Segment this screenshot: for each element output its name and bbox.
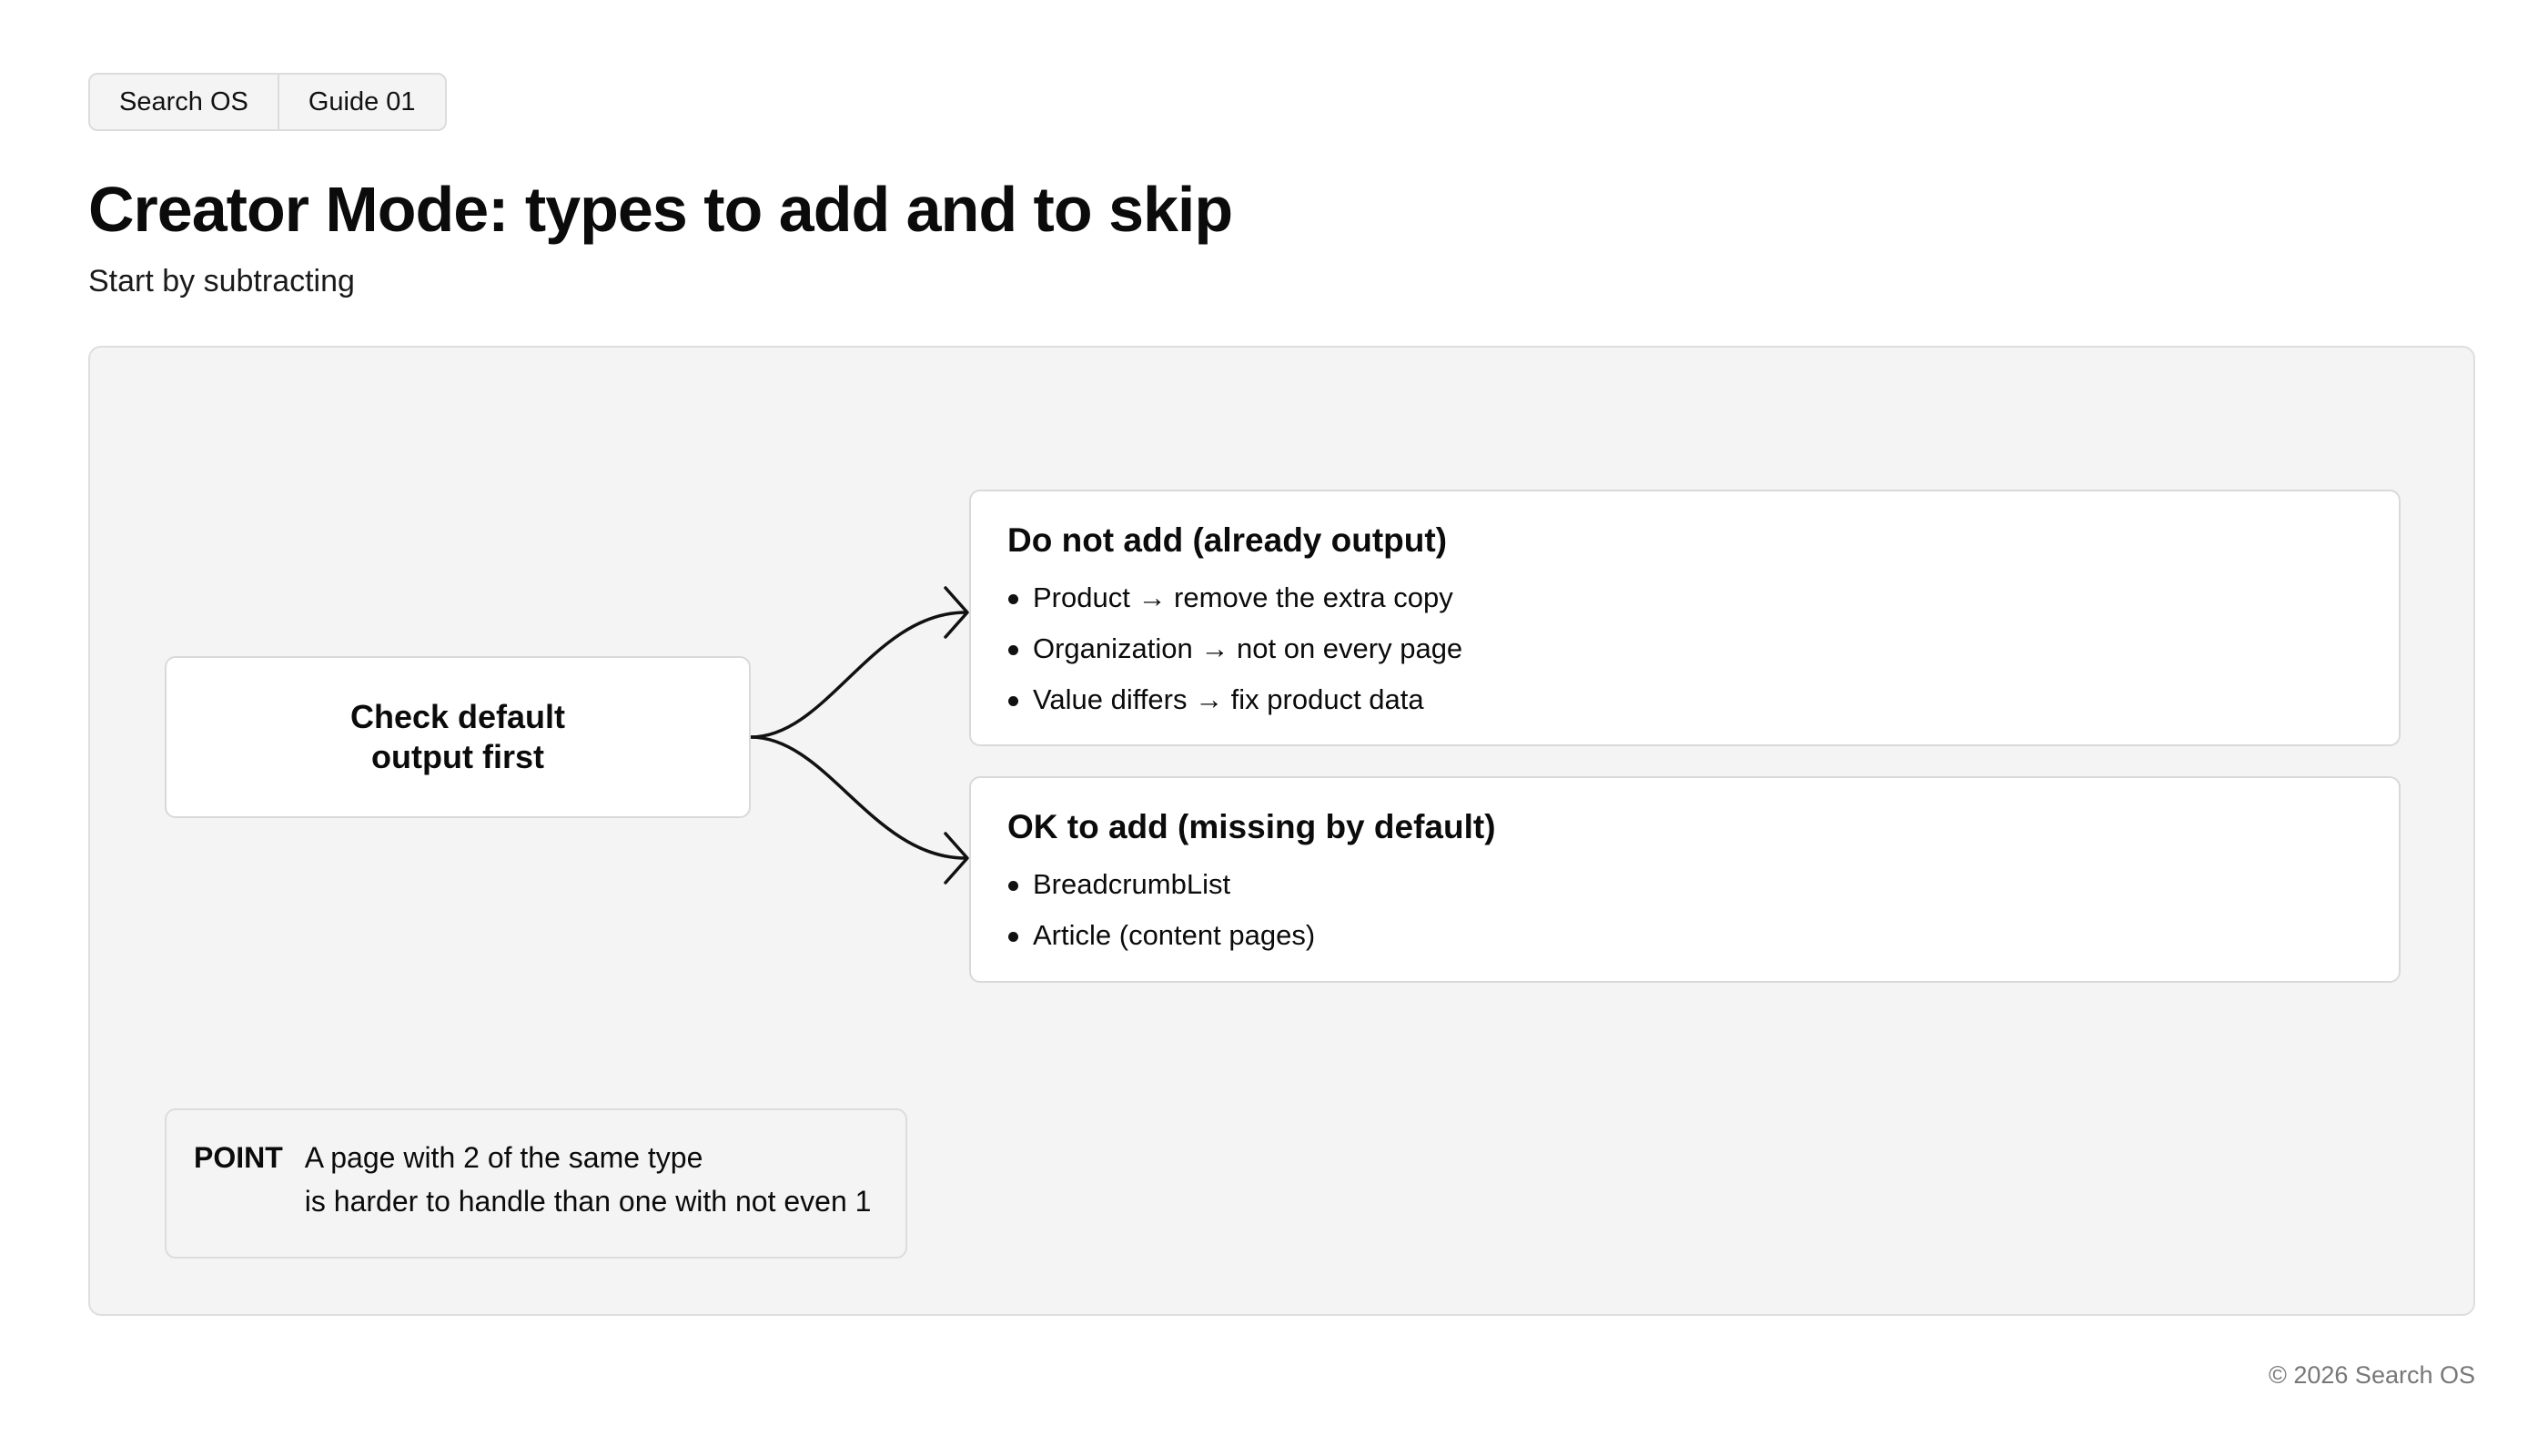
breadcrumb xyxy=(88,73,447,131)
do-not-add-list xyxy=(1007,572,2362,725)
page-title: Creator Mode: types to add and to skip xyxy=(88,174,1233,245)
breadcrumb-item-guide[interactable]: Guide 01 xyxy=(278,75,445,129)
point-callout xyxy=(165,1108,907,1259)
list-item: BreadcrumbList xyxy=(1007,859,2362,910)
breadcrumb-item-search-os[interactable]: Search OS xyxy=(119,87,248,116)
point-label: POINT xyxy=(194,1141,283,1174)
do-not-add-card xyxy=(969,490,2401,746)
list-item: Value differs → fix product data xyxy=(1007,674,2362,725)
page-subtitle: Start by subtracting xyxy=(88,264,355,298)
diagram-panel xyxy=(88,346,2475,1316)
list-item: Product → remove the extra copy xyxy=(1007,572,2362,623)
point-text: A page with 2 of the same type is harder to handle than one with not even 1 xyxy=(304,1141,872,1218)
ok-to-add-title: OK to add (missing by default) xyxy=(1007,808,1496,845)
source-node xyxy=(165,656,751,818)
do-not-add-title: Do not add (already output) xyxy=(1007,521,1448,559)
list-item: Organization → not on every page xyxy=(1007,623,2362,674)
list-item: Article (content pages) xyxy=(1007,910,2362,961)
footer-copyright: © 2026 Search OS xyxy=(2268,1361,2475,1389)
connector-to-do-not-add xyxy=(751,612,966,737)
connector-to-ok-to-add xyxy=(751,737,966,858)
ok-to-add-card xyxy=(969,776,2401,983)
ok-to-add-list xyxy=(1007,859,2362,961)
source-node-label: Check default output first xyxy=(349,698,566,775)
